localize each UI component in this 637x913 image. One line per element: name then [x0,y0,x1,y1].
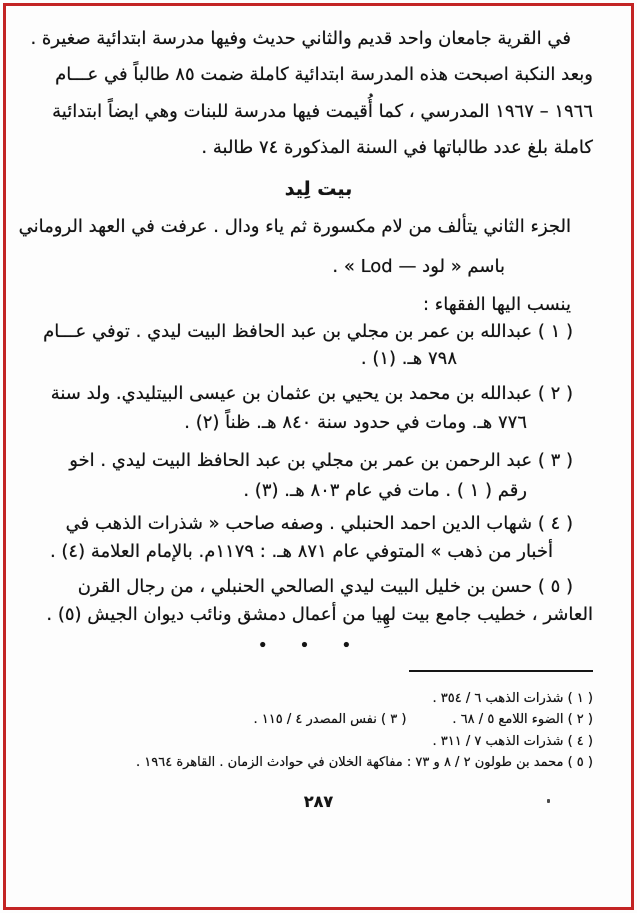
paragraph2-line2: باسم « لود — Lod » . [332,256,505,277]
paragraph1-line4: كاملة بلغ عدد طالباتها في السنة المذكورة ٧٤ طالبة . [201,137,593,158]
scholar1-line1: ( ١ ) عبدالله بن عمر بن مجلي بن عبد الحافظ البيت ليدي . توفي عـــام [43,321,573,342]
scholar2-line1: ( ٢ ) عبدالله بن محمد بن يحيي بن عثمان بن عيسى البيتليدي. ولد سنة [50,383,573,404]
scholar5-line2: العاشر ، خطيب جامع بيت لهِيا من أعمال دمشق ونائب ديوان الجيش (٥) . [46,604,593,625]
footnote-4: ( ٤ ) شذرات الذهب ٧ / ٣١١ . [432,734,593,749]
page-number: ٢٨٧ [303,792,334,811]
footnote-5: ( ٥ ) محمد بن طولون ٢ / ٨ و ٧٣ : مفاكهة الخلان في حوادث الزمان . القاهرة ١٩٦٤ . [135,755,593,770]
footnote-1: ( ١ ) شذرات الذهب ٦ / ٣٥٤ . [432,691,593,706]
section-heading: بيت لِيد [284,178,353,200]
paragraph1-line2: وبعد النكبة اصبحت هذه المدرسة ابتدائية كاملة ضمت ٨٥ طالباً في عـــام [55,64,593,85]
paragraph1-line3: ١٩٦٦ – ١٩٦٧ المدرسي ، كما أُقيمت فيها مدرسة للبنات وهي ايضاً ابتدائية [52,101,593,122]
text-content [18,0,593,913]
scholar3-line2: رقم ( ١ ) . مات في عام ٨٠٣ هـ. (٣) . [243,480,527,501]
footnote-3: ( ٣ ) نفس المصدر ٤ / ١١٥ . [253,712,407,727]
footnote-row-2-3 [254,712,593,729]
scholar3-line1: ( ٣ ) عبد الرحمن بن عمر بن مجلي بن عبد الحافظ البيت ليدي . اخو [69,450,573,471]
ink-speck [547,799,550,803]
end-ornament: • • • [258,638,365,654]
scholar5-line1: ( ٥ ) حسن بن خليل البيت ليدي الصالحي الحنبلي ، من رجال القرن [77,576,573,597]
scholar4-line1: ( ٤ ) شهاب الدين احمد الحنبلي . وصفه صاحب « شذرات الذهب في [65,513,573,534]
footnote-2: ( ٢ ) الضوء اللامع ٥ / ٦٨ . [452,712,593,727]
list-intro: ينسب اليها الفقهاء : [422,294,571,315]
paragraph1-line1: في القرية جامعان واحد قديم والثاني حديث وفيها مدرسة ابتدائية صغيرة . [30,28,571,49]
scholar1-line2: ٧٩٨ هـ. (١) . [360,348,457,369]
paragraph2-line1: الجزء الثاني يتألف من لام مكسورة ثم ياء ودال . عرفت في العهد الروماني [18,216,571,237]
footnote-separator [409,670,593,672]
scholar2-line2: ٧٧٦ هـ. ومات في حدود سنة ٨٤٠ هـ. ظناً (٢) . [184,412,527,433]
scholar4-line2: أخبار من ذهب » المتوفي عام ٨٧١ هـ. : ١١٧٩م. بالإمام العلامة (٤) . [49,541,553,562]
